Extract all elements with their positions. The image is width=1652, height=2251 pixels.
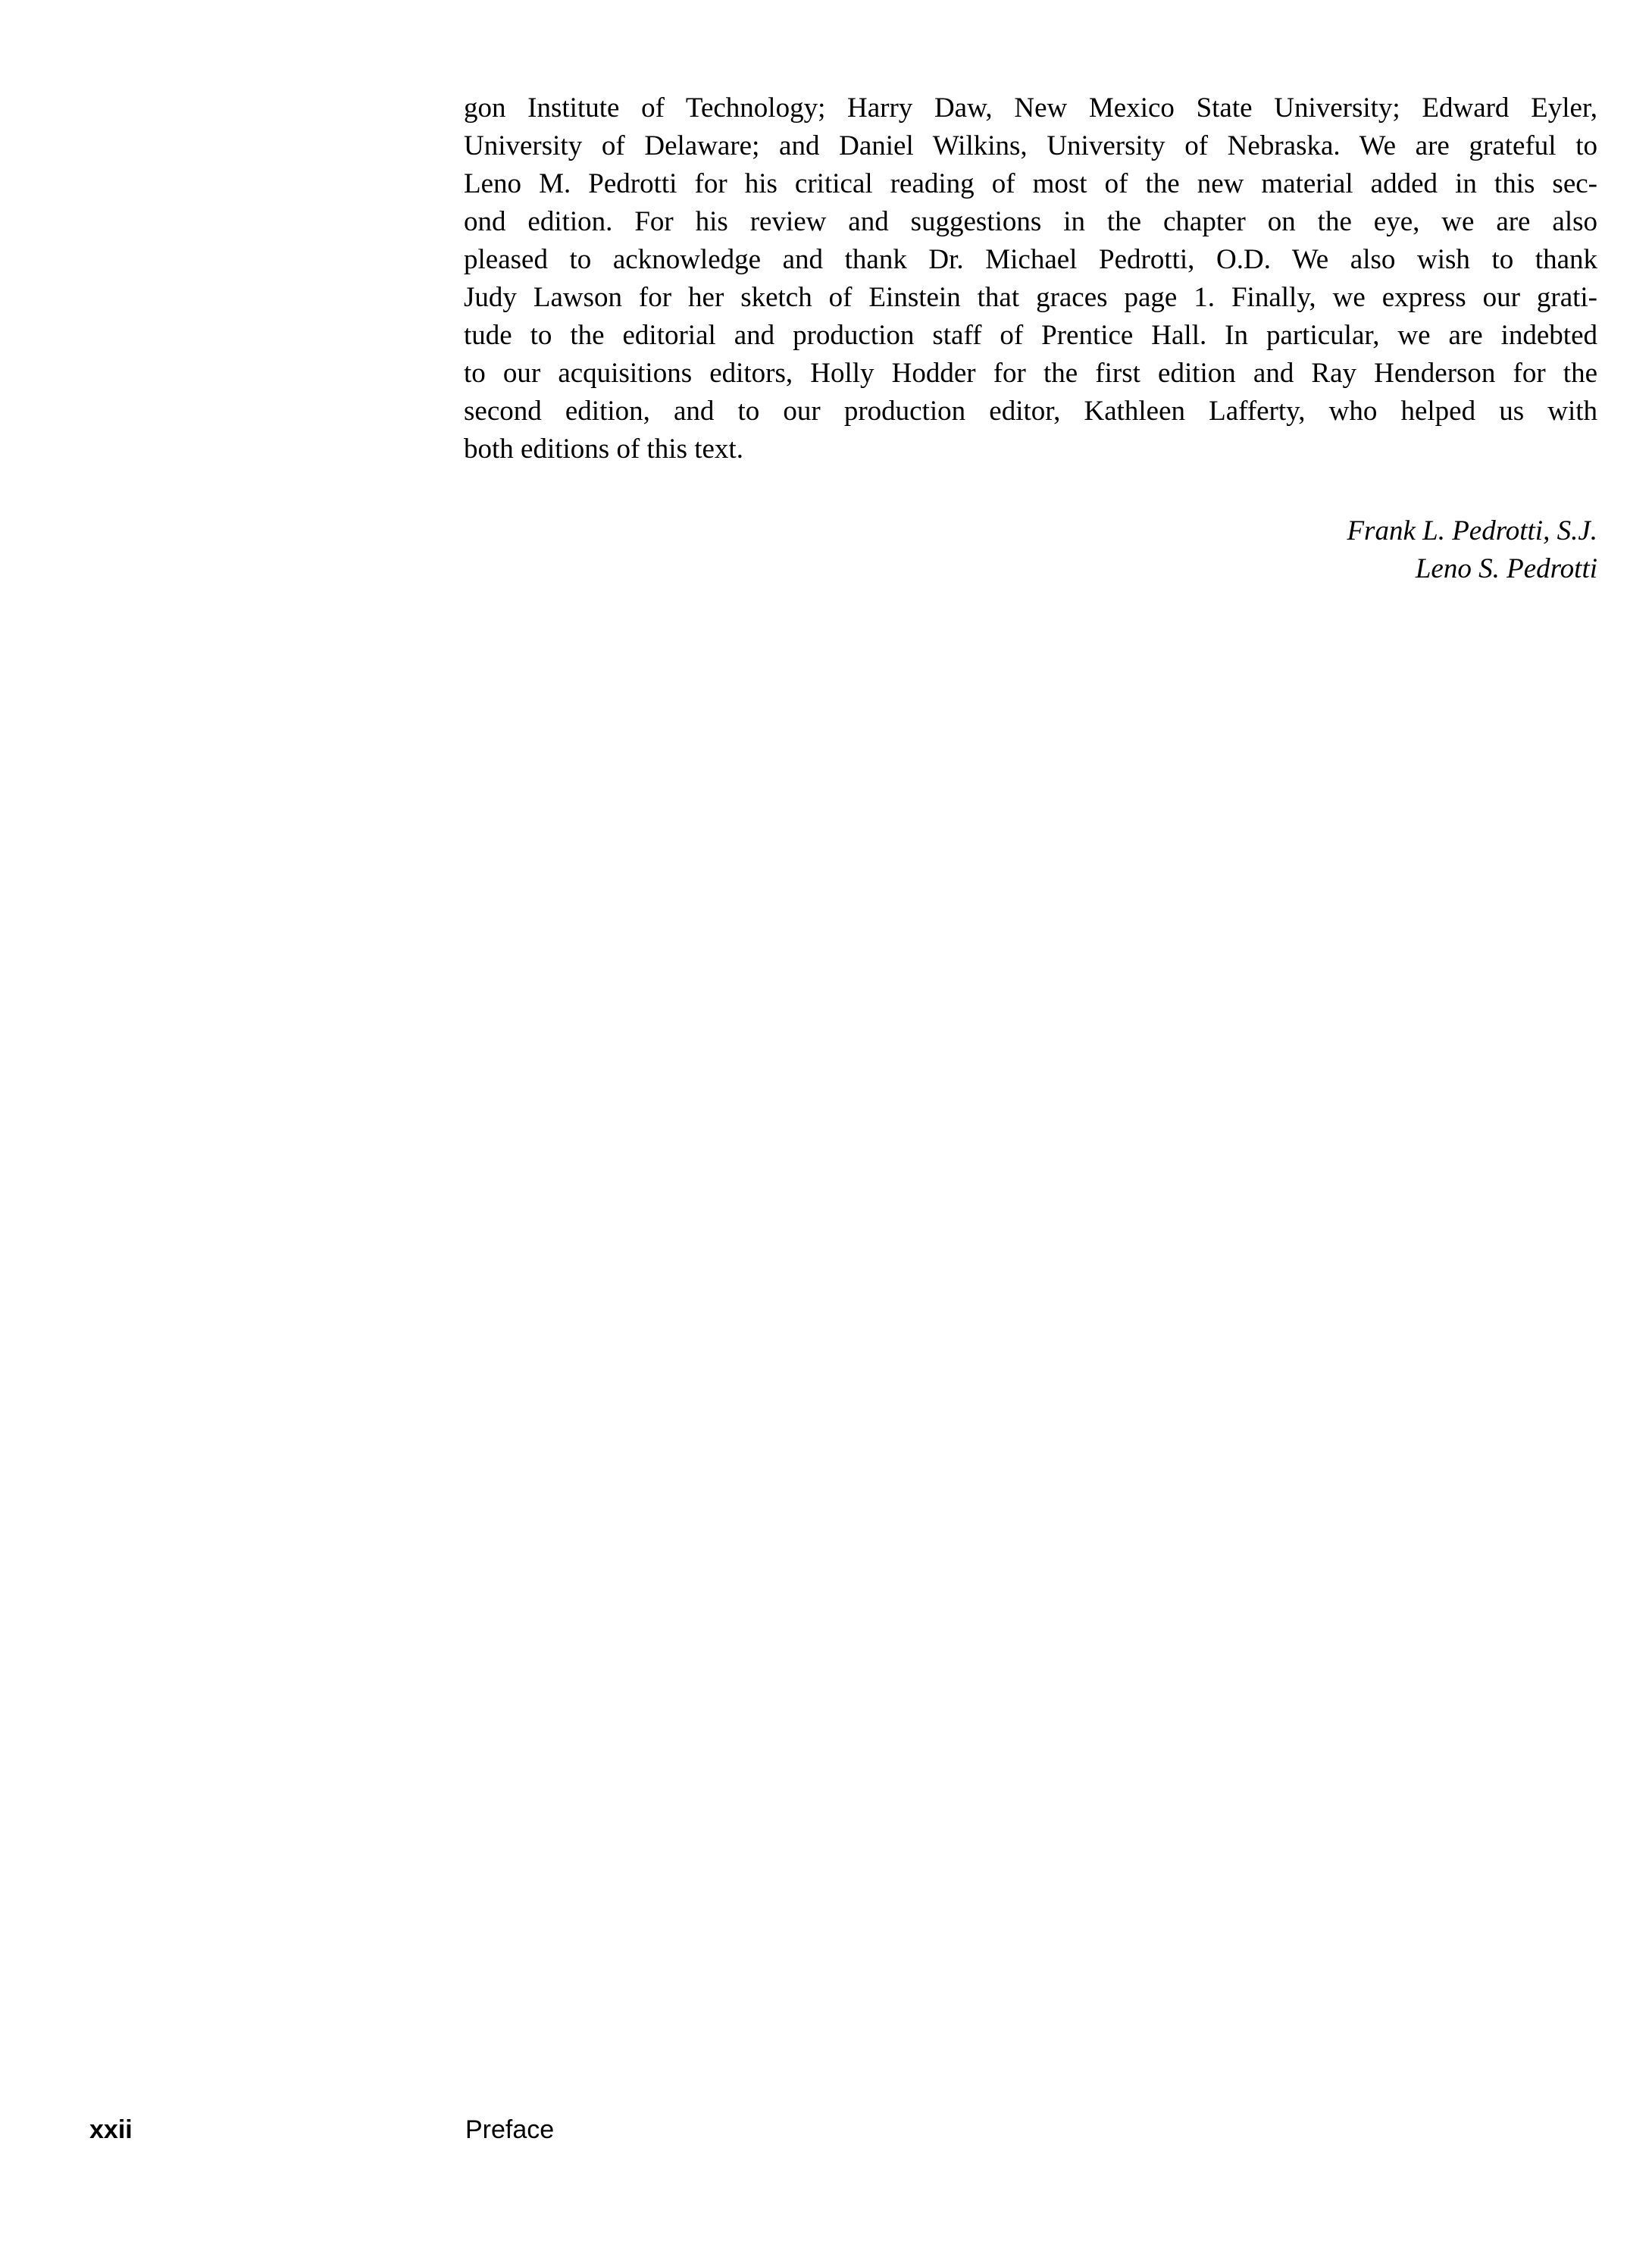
paragraph-line: to our acquisitions editors, Holly Hodder for the first edition and Ray Henderson for the <box>464 358 1597 389</box>
author-signature <box>1347 512 1597 588</box>
paragraph-line: gon Institute of Technology; Harry Daw, New Mexico State University; Edward Eyler, <box>464 92 1597 124</box>
page-number: xxii <box>89 2115 133 2144</box>
paragraph-line: ond edition. For his review and suggestions in the chapter on the eye, we are also <box>464 206 1597 237</box>
running-footer-title: Preface <box>465 2115 555 2144</box>
preface-paragraph <box>464 89 1597 468</box>
paragraph-line: tude to the editorial and production staff of Prentice Hall. In particular, we are indebted <box>464 320 1597 351</box>
paragraph-line: pleased to acknowledge and thank Dr. Michael Pedrotti, O.D. We also wish to thank <box>464 244 1597 275</box>
paragraph-line: Leno M. Pedrotti for his critical reading of most of the new material added in this sec- <box>464 168 1597 199</box>
signature-author-2: Leno S. Pedrotti <box>1415 553 1597 584</box>
signature-author-1: Frank L. Pedrotti, S.J. <box>1347 515 1597 546</box>
paragraph-line: second edition, and to our production editor, Kathleen Lafferty, who helped us with <box>464 396 1597 427</box>
paragraph-line: University of Delaware; and Daniel Wilkins, University of Nebraska. We are grateful to <box>464 130 1597 161</box>
paragraph-line: Judy Lawson for her sketch of Einstein that graces page 1. Finally, we express our grati- <box>464 282 1597 313</box>
paragraph-line: both editions of this text. <box>464 434 743 465</box>
